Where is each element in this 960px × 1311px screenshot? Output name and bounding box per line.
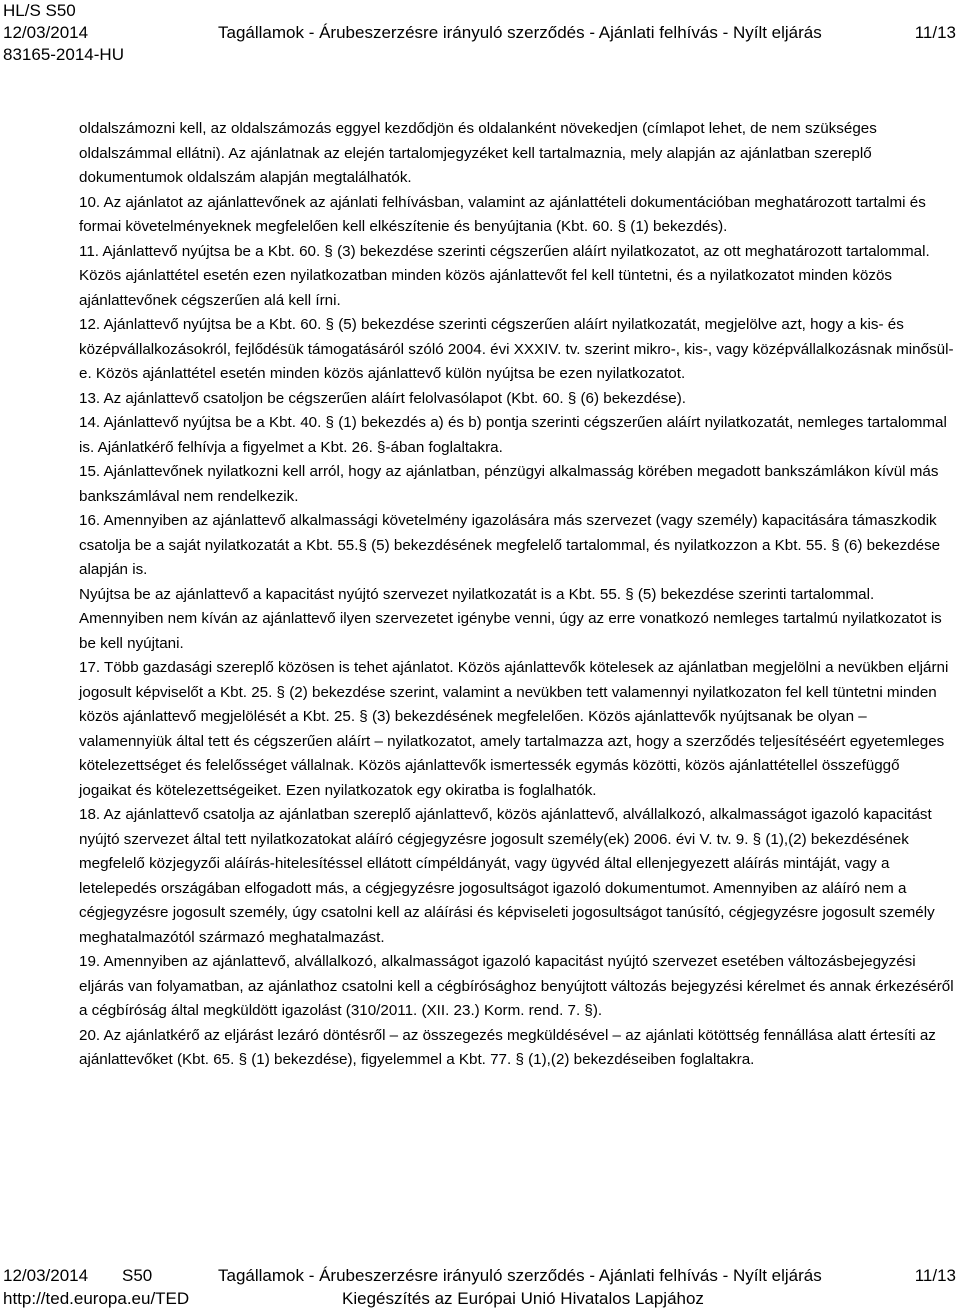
paragraph: 14. Ajánlattevő nyújtsa be a Kbt. 40. § (1) bekezdés a) és b) pontja szerinti cégszerűen aláírt nyilatkozatát, nemleges tartalommal is. Ajánlatkérő felhívja a figyelmet a Kbt. 26. §-ában foglaltakra. bbox=[79, 414, 947, 456]
document-body bbox=[79, 117, 955, 1073]
paragraph: 19. Amennyiben az ajánlattevő, alvállalkozó, alkalmasságot igazoló kapacitást nyújtó szervezet esetében változásbejegyzési eljárás van folyamatban, az ajánlathoz csatolni kell a cégbírósághoz benyújtott változás bejegyzési kérelmet és annak érkezéséről a cégbíróság által megküldött igazolást (310/2011. (XII. 23.) Korm. rend. 7. §). bbox=[79, 953, 954, 1019]
header-series: HL/S S50 bbox=[3, 1, 76, 20]
header-row-2 bbox=[0, 22, 960, 44]
paragraph: oldalszámozni kell, az oldalszámozás eggyel kezdődjön és oldalanként növekedjen (címlapot lehet, de nem szükséges oldalszámmal ellátni). Az ajánlatnak az elején tartalomjegyzéket kell tartalmaznia, mely alapján az ajánlatban szereplő dokumentumok oldalszám alapján megtalálhatók. bbox=[79, 120, 877, 186]
paragraph: Nyújtsa be az ajánlattevő a kapacitást nyújtó szervezet nyilatkozatát is a Kbt. 55. § (5) bekezdése szerinti tartalommal. Amennyiben nem kíván az ajánlattevő ilyen szervezetet igénybe venni, úgy az erre vonatkozó nemleges tartalmú nyilatkozatot is be kell nyújtani. bbox=[79, 585, 942, 652]
header-title: Tagállamok - Árubeszerzésre irányuló szerződés - Ajánlati felhívás - Nyílt eljárás bbox=[218, 23, 822, 42]
paragraph: 10. Az ajánlatot az ajánlattevőnek az ajánlati felhívásban, valamint az ajánlattételi dokumentációban meghatározott tartalmi és formai követelményeknek megfelelően kell elkészítenie és benyújtania (Kbt. 60. § (1) bekezdés). bbox=[79, 193, 926, 235]
paragraph: 11. Ajánlattevő nyújtsa be a Kbt. 60. § (3) bekezdése szerinti cégszerűen aláírt nyilatkozatot, az ott meghatározott tartalommal. Közös ajánlattétel esetén ezen nyilatkozatban minden közös ajánlattevőt fel kell tüntetni, és a nyilatkozatot minden közös ajánlattevőnek cégszerűen alá kell írni. bbox=[79, 242, 930, 309]
footer-date: 12/03/2014 bbox=[3, 1266, 89, 1285]
footer-publisher: Kiegészítés az Európai Unió Hivatalos Lapjához bbox=[342, 1289, 704, 1308]
paragraph: 12. Ajánlattevő nyújtsa be a Kbt. 60. § (5) bekezdése szerinti cégszerűen aláírt nyilatkozatát, megjelölve azt, hogy a kis- és középvállalkozásokról, fejlődésük támogatásáról szóló 2004. évi XXXIV. tv. szerint mikro-, kis-, vagy középvállalkozásnak minősül-e. Közös ajánlattétel esetén minden közös ajánlattevő külön nyújtsa be ezen nyilatkozatot. bbox=[79, 316, 954, 382]
paragraph: 18. Az ajánlattevő csatolja az ajánlatban szereplő ajánlattevő, közös ajánlattevő, alvállalkozó, alkalmasságot igazoló kapacitást nyújtó szervezet által tett nyilatkozatokat aláíró cégjegyzésre jogosult személy(ek) 2006. évi V. tv. 9. § (1),(2) bekezdésének megfelelő közjegyzői aláírás-hitelesítéssel ellátott címpéldányát, vagy ügyvéd által ellenjegyezett aláírás mintáját, vagy a letelepedés országában elfogadott más, a cégjegyzésre jogosultságot igazoló dokumentumot. Amennyiben az aláíró nem a cégjegyzésre jogosult személy, úgy csatolni kell az aláírási és képviseleti jogosultságot tanúsító, cégjegyzésre jogosult személy meghatalmazótól származó meghatalmazást. bbox=[79, 806, 935, 946]
footer-row-2 bbox=[0, 1288, 960, 1311]
paragraph: 15. Ajánlattevőnek nyilatkozni kell arról, hogy az ajánlatban, pénzügyi alkalmasság körében megadott bankszámlákon kívül más bankszámlával nem rendelkezik. bbox=[79, 463, 939, 505]
header-row-1 bbox=[0, 0, 960, 22]
footer-page-number: 11/13 bbox=[914, 1266, 956, 1285]
paragraph: 16. Amennyiben az ajánlattevő alkalmassági követelmény igazolására más szervezet (vagy személy) kapacitására támaszkodik csatolja be a saját nyilatkozatát a Kbt. 55.§ (5) bekezdésének megfelelő tartalommal, és nyilatkozzon a Kbt. 55. § (6) bekezdése alapján is. bbox=[79, 512, 941, 578]
footer-title: Tagállamok - Árubeszerzésre irányuló szerződés - Ajánlati felhívás - Nyílt eljárás bbox=[218, 1266, 822, 1285]
page-header bbox=[0, 0, 960, 66]
paragraph: 17. Több gazdasági szereplő közösen is tehet ajánlatot. Közös ajánlattevők kötelesek az ajánlatban megjelölni a nevükben eljárni jogosult képviselőt a Kbt. 25. § (2) bekezdése szerint, valamint a nevükben tett valamennyi nyilatkozaton fel kell tüntetni minden közös ajánlattevő megjelölését a Kbt. 25. § (3) bekezdésének megfelelően. Közös ajánlattevők nyújtsanak be olyan – valamennyiük által tett és cégszerűen aláírt – nyilatkozatot, amely tartalmazza azt, hogy a szerződés teljesítéséért egyetemleges kötelezettséget és felelősséget vállalnak. Közös ajánlattevők ismertessék egymás közötti, közös ajánlattétellel összefüggő jogaikat és kötelezettségeiket. Ezen nyilatkozatok egy okiratba is foglalhatók. bbox=[79, 659, 949, 799]
page-footer bbox=[0, 1265, 960, 1311]
header-date: 12/03/2014 bbox=[3, 23, 89, 42]
paragraph: 20. Az ajánlatkérő az eljárást lezáró döntésről – az összegezés megküldésével – az ajánlati kötöttség fennállása alatt értesíti az ajánlattevőket (Kbt. 65. § (1) bekezdése), figyelemmel a Kbt. 77. § (1),(2) bekezdéseiben foglaltakra. bbox=[79, 1026, 936, 1068]
header-page-number: 11/13 bbox=[914, 23, 956, 42]
paragraph: 13. Az ajánlattevő csatoljon be cégszerűen aláírt felolvasólapot (Kbt. 60. § (6) bekezdése). bbox=[79, 389, 687, 407]
header-row-3 bbox=[0, 44, 960, 66]
header-notice-id: 83165-2014-HU bbox=[3, 45, 124, 64]
footer-series: S50 bbox=[122, 1266, 153, 1285]
footer-row-1 bbox=[0, 1265, 960, 1288]
footer-url-link[interactable]: http://ted.europa.eu/TED bbox=[3, 1289, 190, 1308]
